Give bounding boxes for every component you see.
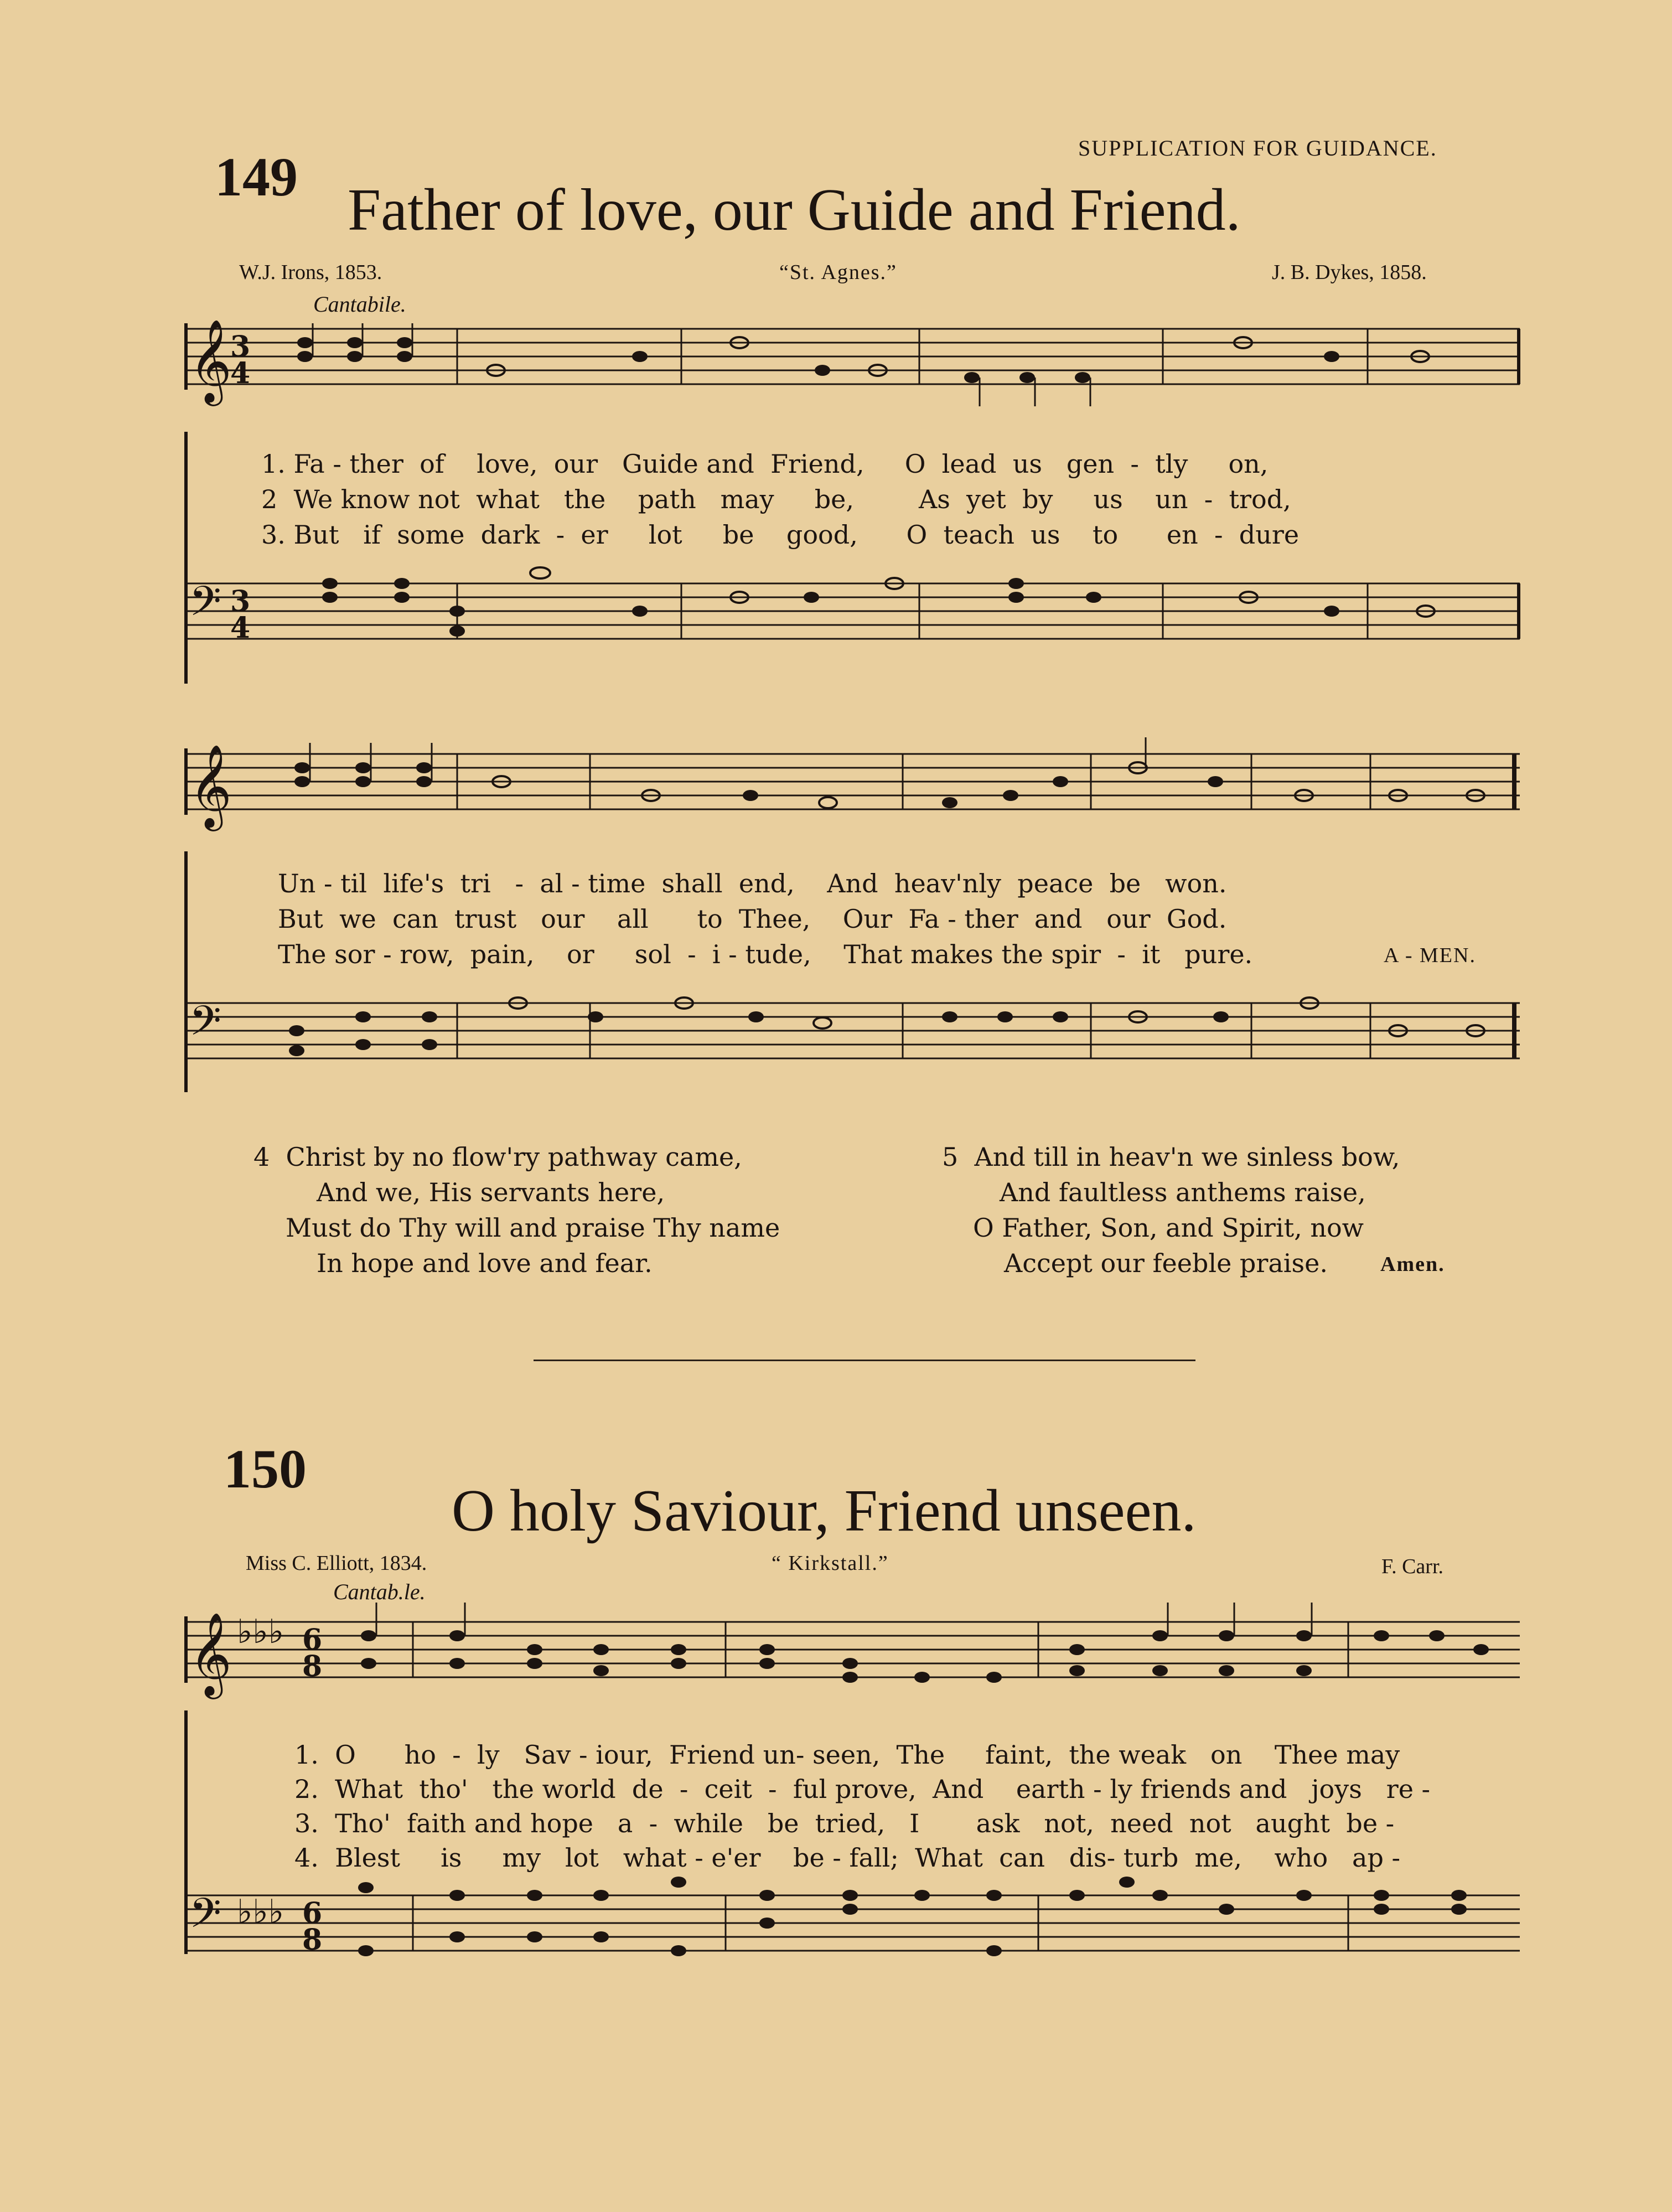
section-heading: SUPPLICATION FOR GUIDANCE.: [1078, 136, 1437, 161]
composer-credit-149: J. B. Dykes, 1858.: [1272, 261, 1427, 284]
author-credit-149: W.J. Irons, 1853.: [239, 261, 382, 284]
stanza5-line2: And faultless anthems raise,: [1000, 1177, 1366, 1207]
lyrics-verse1-system2: Un - til life's tri - al - time shall end, And heav'nly peace be won.: [278, 869, 1227, 898]
stanza5-amen: Amen.: [1380, 1253, 1445, 1276]
tempo-marking-150: Cantab.le.: [333, 1579, 426, 1604]
svg-text:3: 3: [230, 585, 251, 618]
hymn-number-149: 149: [215, 146, 298, 208]
lyrics-verse2-system2: But we can trust our all to Thee, Our Fa - ther and our God.: [278, 904, 1227, 934]
lyrics-verse3-system2: The sor - row, pain, or sol - i - tude, That makes the spir - it pure.: [278, 939, 1253, 969]
stanza5-line3: O Father, Son, and Spirit, now: [973, 1213, 1364, 1243]
treble-staff-149-system2: [186, 743, 1525, 854]
tempo-marking-149: Cantabile.: [313, 292, 406, 317]
tune-name-149: “St. Agnes.”: [779, 261, 897, 284]
svg-text:♭♭♭: ♭♭♭: [237, 1613, 284, 1651]
svg-text:𝄢: 𝄢: [189, 997, 221, 1055]
svg-text:♭♭♭: ♭♭♭: [237, 1893, 284, 1931]
stanza4-line2: And we, His servants here,: [317, 1177, 665, 1207]
amen-label: A - MEN.: [1384, 944, 1476, 967]
author-credit-150: Miss C. Elliott, 1834.: [246, 1552, 427, 1575]
svg-text:4: 4: [230, 611, 251, 645]
svg-text:3: 3: [230, 330, 251, 364]
lyrics-150-verse1: 1. O ho - ly Sav - iour, Friend un- seen, The faint, the weak on Thee may: [294, 1740, 1400, 1770]
svg-text:4: 4: [230, 356, 251, 390]
stanza5-line4: Accept our feeble praise.: [1004, 1248, 1328, 1278]
stanza4-line4: In hope and love and fear.: [317, 1248, 653, 1278]
bass-staff-149-system2: [186, 990, 1525, 1095]
hymn-title-150: O holy Saviour, Friend unseen.: [452, 1478, 1197, 1544]
lyrics-150-verse4: 4. Blest is my lot what - e'er be - fall; What can dis- turb me, who ap -: [294, 1843, 1401, 1873]
svg-text:𝄞: 𝄞: [189, 743, 232, 828]
lyrics-verse3-system1: 3. But if some dark - er lot be good, O teach us to en - dure: [261, 520, 1300, 550]
lyrics-150-verse3: 3. Tho' faith and hope a - while be tried, I ask not, need not aught be -: [294, 1808, 1395, 1838]
svg-text:6: 6: [302, 1623, 323, 1657]
svg-text:𝄢: 𝄢: [189, 1889, 221, 1947]
stanza4-line3: Must do Thy will and praise Thy name: [286, 1213, 780, 1243]
svg-text:𝄞: 𝄞: [189, 1611, 232, 1696]
svg-text:8: 8: [302, 1650, 323, 1683]
svg-text:6: 6: [302, 1896, 323, 1930]
lyrics-verse2-system1: 2 We know not what the path may be, As yet by us un - trod,: [261, 484, 1291, 514]
composer-credit-150: F. Carr.: [1381, 1555, 1444, 1578]
lyrics-150-verse2: 2. What tho' the world de - ceit - ful prove, And earth - ly friends and joys re -: [294, 1774, 1431, 1804]
svg-text:𝄞: 𝄞: [189, 318, 232, 402]
bass-staff-149-system1: [186, 570, 1525, 675]
treble-staff-149-system1: [186, 318, 1525, 428]
stanza4-line1: 4 Christ by no flow'ry pathway came,: [253, 1142, 742, 1172]
lyrics-verse1-system1: 1. Fa - ther of love, our Guide and Friend, O lead us gen - tly on,: [261, 449, 1269, 479]
hymn-divider: [534, 1360, 1195, 1361]
treble-staff-150: [186, 1611, 1525, 1722]
hymn-title-149: Father of love, our Guide and Friend.: [348, 177, 1241, 243]
svg-text:𝄢: 𝄢: [189, 577, 221, 635]
svg-text:8: 8: [302, 1923, 323, 1957]
stanza5-line1: 5 And till in heav'n we sinless bow,: [942, 1142, 1400, 1172]
hymn-number-150: 150: [224, 1438, 307, 1500]
bass-staff-150: [186, 1882, 1525, 2015]
tune-name-150: “ Kirkstall.”: [772, 1552, 889, 1575]
